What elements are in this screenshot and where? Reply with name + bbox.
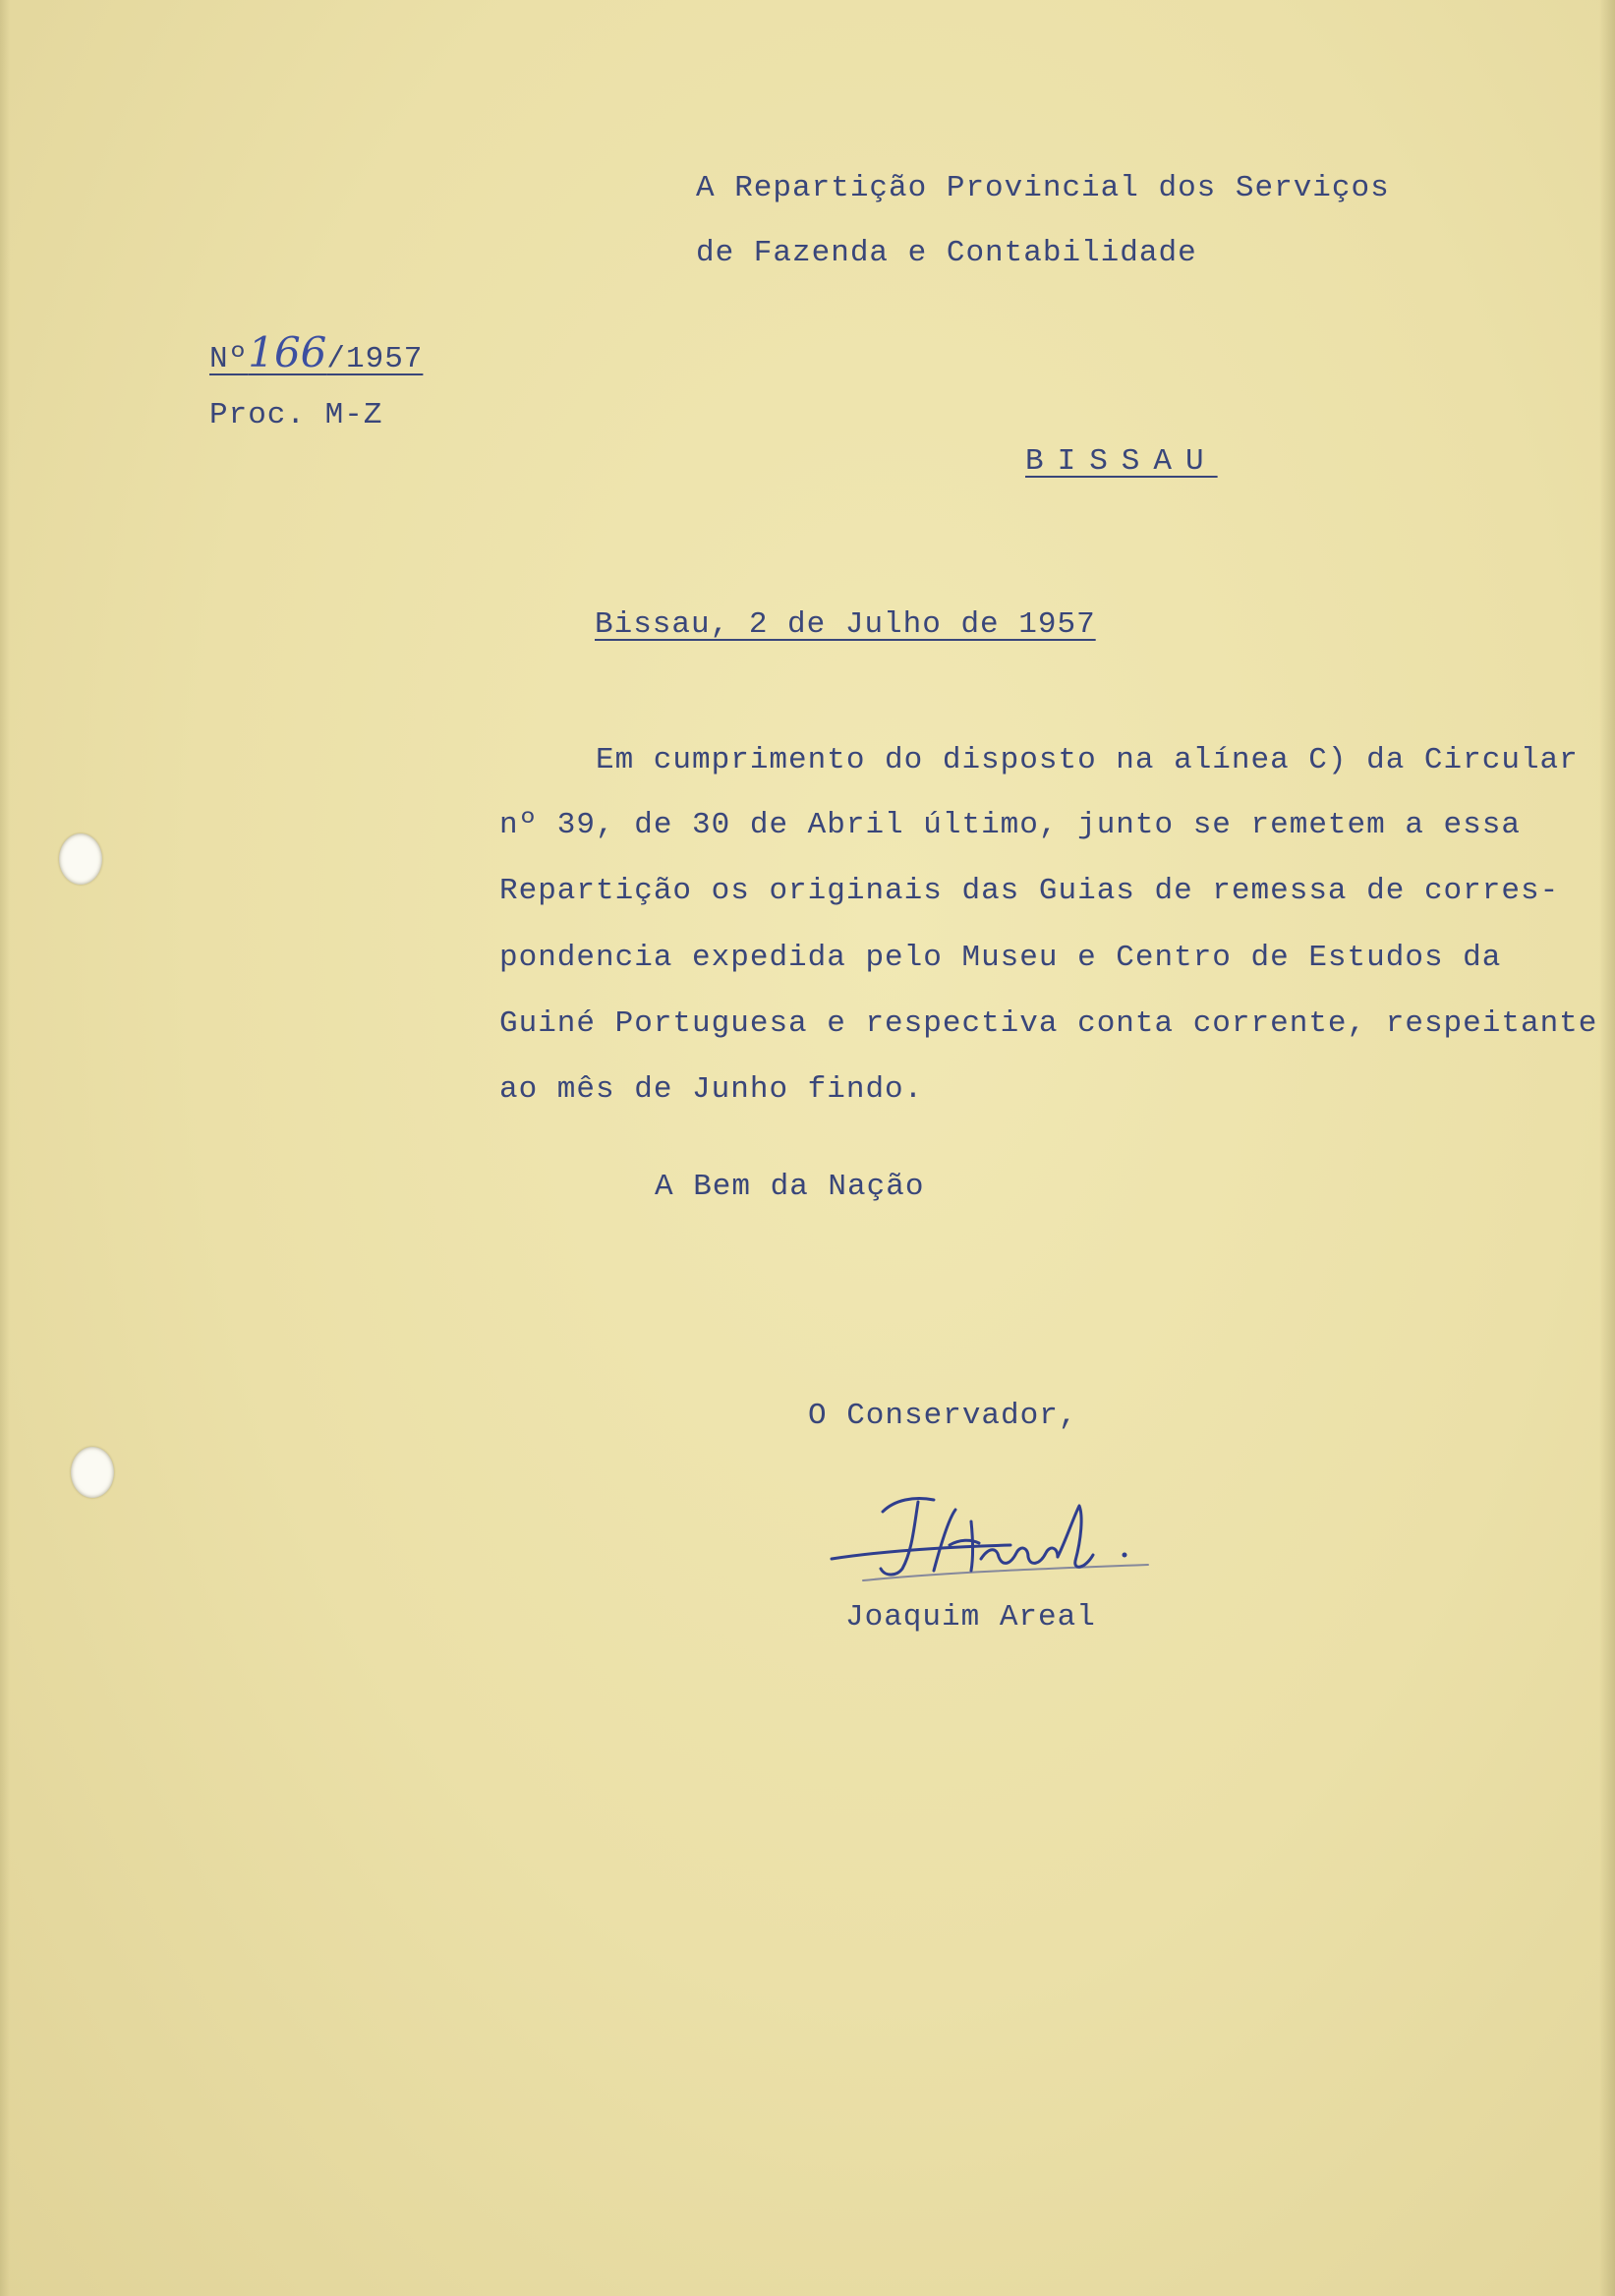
page-edge-right [1599, 0, 1615, 2296]
page-edge-left [0, 0, 10, 2296]
body-line-1: Em cumprimento do disposto na alínea C) da Circular [596, 743, 1579, 777]
recipient-line-1: A Repartição Provincial dos Serviços [696, 171, 1390, 205]
body-line-5: Guiné Portuguesa e respectiva conta corrente, respeitante [499, 1006, 1598, 1041]
recipient-line-2: de Fazenda e Contabilidade [696, 236, 1197, 270]
reference-year: /1957 [326, 342, 424, 376]
body-line-6: ao mês de Junho findo. [499, 1072, 924, 1107]
signatory-name: Joaquim Areal [845, 1600, 1096, 1635]
body-line-3: Repartição os originais das Guias de remessa de corres- [499, 874, 1560, 908]
closing-formula: A Bem da Nação [655, 1170, 925, 1204]
reference-number [209, 328, 424, 376]
reference-handwritten-number: 166 [248, 328, 327, 376]
body-line-4: pondencia expedida pelo Museu e Centro de Estudos da [499, 941, 1502, 975]
body-line-2: nº 39, de 30 de Abril último, junto se remetem a essa [499, 808, 1521, 842]
punch-hole-upper [59, 833, 102, 885]
date-line: Bissau, 2 de Julho de 1957 [595, 607, 1096, 642]
reference-prefix: Nº [209, 342, 249, 376]
handwritten-signature [824, 1482, 1178, 1590]
punch-hole-lower [71, 1447, 114, 1498]
destination-bissau: BISSAU [1025, 444, 1218, 479]
process-reference: Proc. M-Z [209, 398, 383, 432]
signatory-title: O Conservador, [808, 1399, 1078, 1433]
